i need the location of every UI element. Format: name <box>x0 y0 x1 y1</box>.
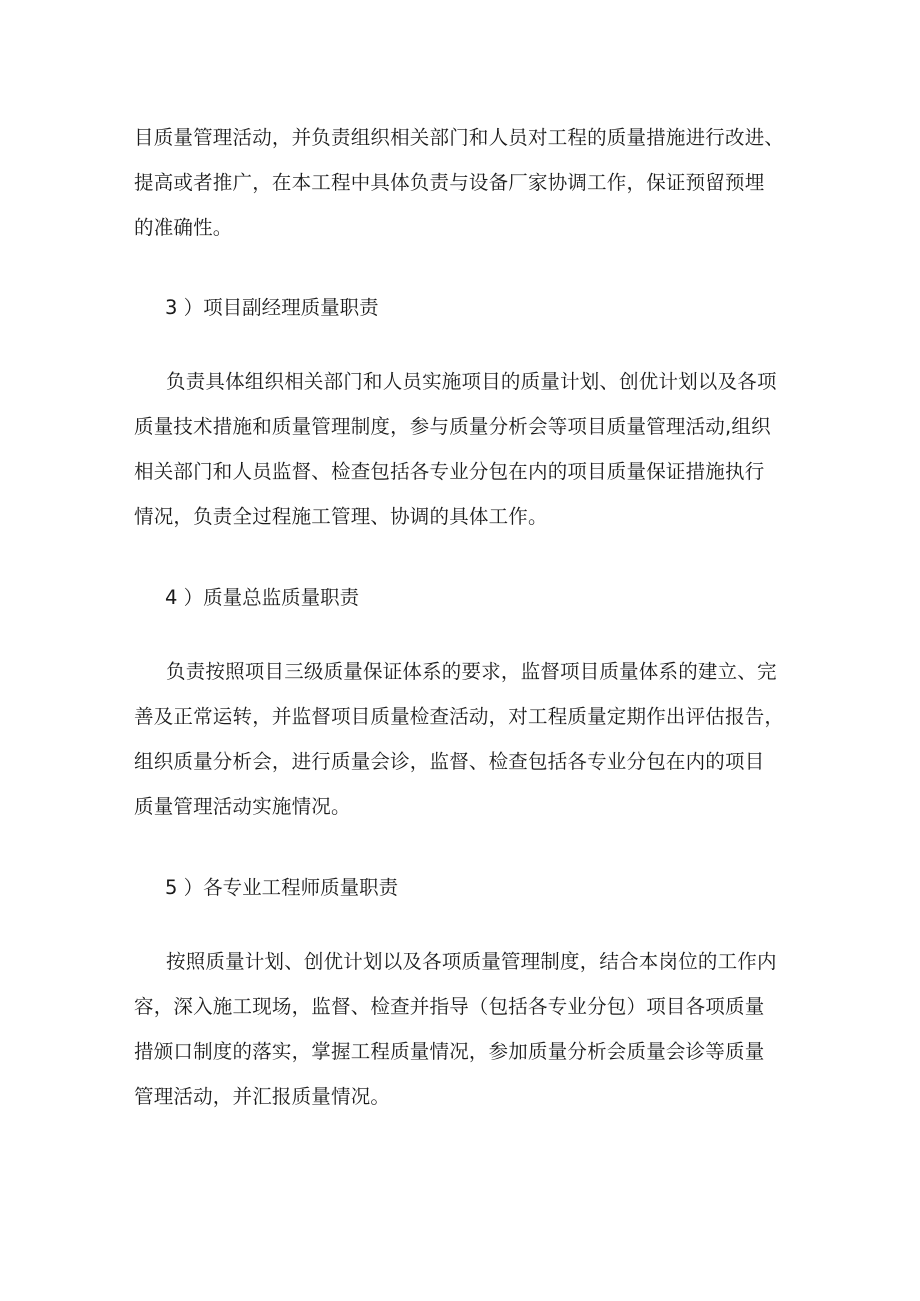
paragraph-line: 提高或者推广，在本工程中具体负责与设备厂家协调工作，保证预留预埋 <box>134 171 765 194</box>
paragraph-line: 按照质量计划、创优计划以及各项质量管理制度，结合本岗位的工作内 <box>166 950 777 973</box>
paragraph-line: 管理活动，并汇报质量情况。 <box>134 1085 391 1108</box>
paragraph-line: 容，深入施工现场，监督、检查并指导（包括各专业分包）项目各项质量 <box>134 995 765 1018</box>
paragraph-line: 善及正常运转，并监督项目质量检查活动，对工程质量定期作出评估报告， <box>134 705 785 728</box>
paragraph-line: 相关部门和人员监督、检查包括各专业分包在内的项目质量保证措施执行 <box>134 460 765 483</box>
paragraph-deputy-manager-duties <box>134 359 794 539</box>
paragraph-line: 目质量管理活动，并负责组织相关部门和人员对工程的质量措施进行改进、 <box>134 126 785 149</box>
paragraph-project-manager-duties-continued <box>134 115 794 250</box>
paragraph-line: 质量技术措施和质量管理制度，参与质量分析会等项目质量管理活动,组织 <box>134 415 771 438</box>
paragraph-engineer-duties <box>134 939 794 1119</box>
paragraph-line: 组织质量分析会，进行质量会诊，监督、检查包括各专业分包在内的项目 <box>134 750 765 773</box>
paragraph-quality-director-duties <box>134 649 794 829</box>
paragraph-line: 的准确性。 <box>134 216 233 239</box>
heading-engineer-duties: 5 ）各专业工程师质量职责 <box>165 876 399 899</box>
paragraph-line: 措颁口制度的落实，掌握工程质量情况，参加质量分析会质量会诊等质量 <box>134 1040 765 1063</box>
heading-quality-director-duties: 4 ）质量总监质量职责 <box>165 586 360 609</box>
heading-deputy-manager-duties: 3 ）项目副经理质量职责 <box>165 296 379 319</box>
paragraph-line: 负责按照项目三级质量保证体系的要求，监督项目质量体系的建立、完 <box>166 660 777 683</box>
paragraph-line: 质量管理活动实施情况。 <box>134 795 351 818</box>
paragraph-line: 负责具体组织相关部门和人员实施项目的质量计划、创优计划以及各项 <box>166 370 777 393</box>
paragraph-line: 情况，负责全过程施工管理、协调的具体工作。 <box>134 505 548 528</box>
